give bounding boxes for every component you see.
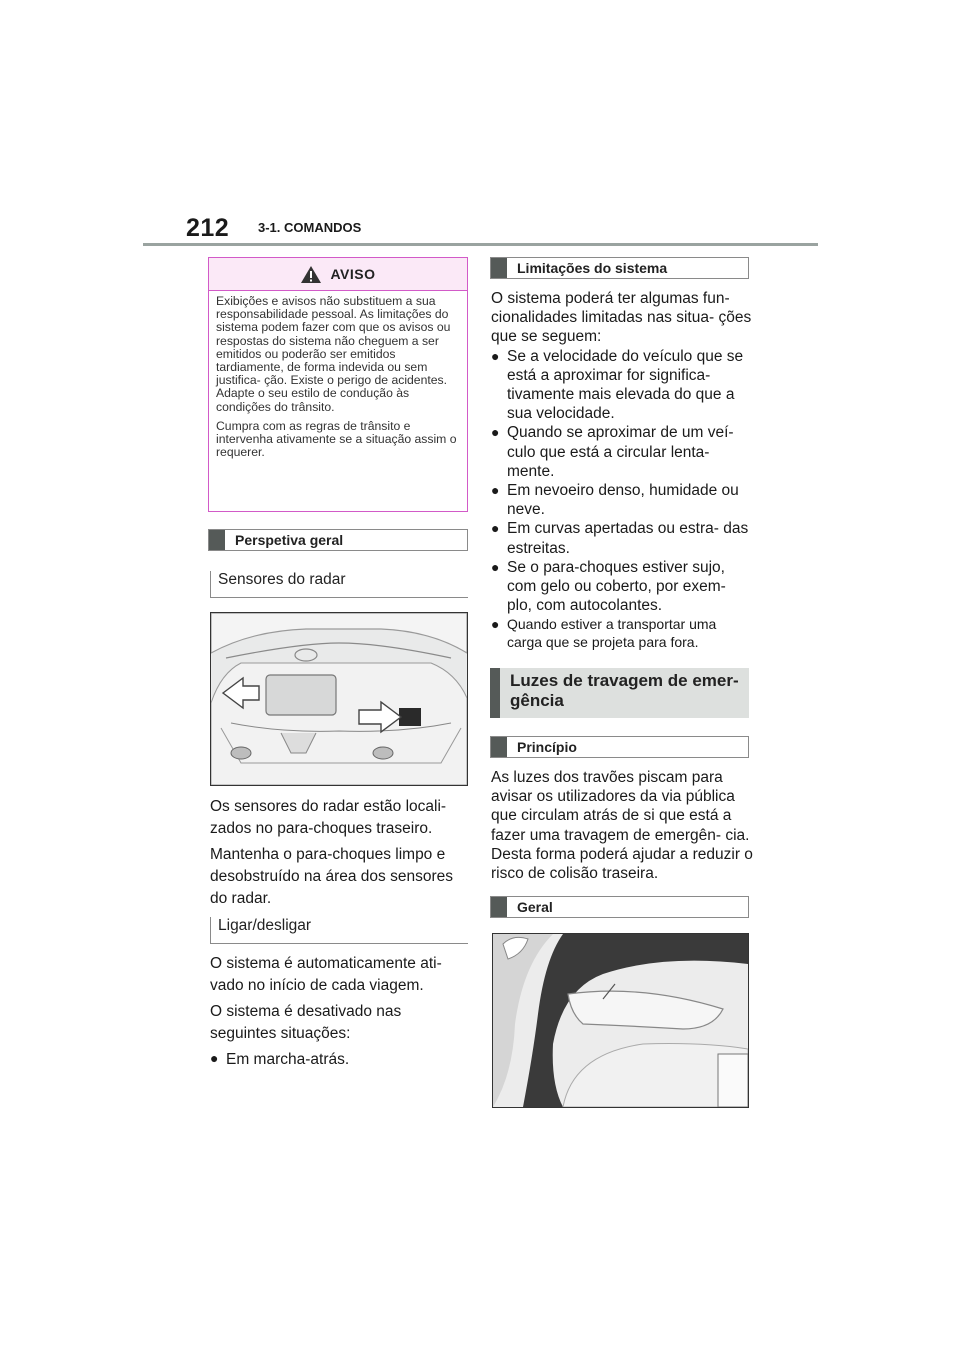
general-heading-text: Geral (517, 899, 553, 915)
limits-bullet (491, 423, 753, 481)
heading-marker (209, 530, 225, 550)
heading-marker (491, 897, 507, 917)
limits-heading (490, 257, 749, 279)
limits-intro: O sistema poderá ter algumas fun- cionalidades limitadas nas situa- ções que se seguem: (491, 290, 752, 346)
header-rule (143, 243, 818, 246)
onoff-paragraph: O sistema é desativado nas seguintes situações: (210, 1003, 402, 1042)
heading-marker (490, 668, 500, 718)
overview-heading (208, 529, 468, 551)
overview-heading-text: Perspetiva geral (235, 532, 344, 548)
radar-subheading: Sensores do radar (210, 571, 468, 598)
warning-triangle-icon (300, 265, 322, 284)
radar-paragraph: Os sensores do radar estão locali- zados no para-choques traseiro. (210, 798, 447, 837)
radar-body (210, 796, 468, 914)
general-heading (490, 896, 749, 918)
brake-light-figure (492, 933, 749, 1108)
heading-marker (491, 737, 507, 757)
warning-header (209, 258, 467, 291)
bullet-text: Em nevoeiro denso, humidade ou neve. (507, 482, 739, 519)
limits-bullet (491, 615, 753, 651)
emergency-heading (490, 668, 749, 718)
bullet-text: Em curvas apertadas ou estra- das estreitas. (507, 520, 749, 557)
warning-box (208, 257, 468, 512)
heading-marker (491, 258, 507, 278)
warning-paragraph: Exibições e avisos não substituem a sua responsabilidade pessoal. As limitações do sistema podem fazer com que os avisos ou respostas do sistema não cheguem a ser emitidos ou poderão ser emitidos tardiamente, de forma indevida ou sem justifica- ção. Existe o perigo de acidentes. Adapte o seu estilo de condução às condições do trânsito. (216, 294, 451, 414)
warning-paragraph: Cumpra com as regras de trânsito e intervenha ativamente se a situação assim o requerer. (216, 418, 457, 460)
radar-paragraph: Mantenha o para-choques limpo e desobstruído na área dos sensores do radar. (210, 846, 453, 907)
bullet-dot: ● (210, 1050, 219, 1066)
section-title: 3-1. COMANDOS (258, 220, 362, 235)
principle-paragraph: As luzes dos travões piscam para avisar os utilizadores da via pública que circulam atrás de si que está a fazer uma travagem de emergên- cia. Desta forma poderá ajudar a reduzir o risco de colisão traseira. (491, 769, 753, 883)
warning-body (209, 291, 467, 459)
bullet-dot: ● (491, 520, 500, 537)
limits-bullet (491, 558, 753, 616)
emergency-heading-text: Luzes de travagem de emer- gência (509, 671, 739, 710)
rear-bumper-illustration (211, 613, 467, 785)
bullet-text: Quando se aproximar de um veí- culo que está a circular lenta- mente. (507, 424, 734, 480)
limits-bullet (491, 347, 753, 424)
bullet-dot: ● (491, 424, 500, 441)
page-number: 212 (186, 214, 230, 242)
principle-body (491, 768, 753, 883)
onoff-paragraph: O sistema é automaticamente ati- vado no início de cada viagem. (210, 955, 442, 994)
bullet-dot: ● (491, 558, 500, 575)
limits-bullet (491, 481, 753, 519)
principle-heading (490, 736, 749, 758)
onoff-body (210, 953, 468, 1071)
warning-title: AVISO (330, 266, 376, 282)
bullet-dot: ● (491, 347, 500, 364)
bullet-text: Em marcha-atrás. (226, 1051, 350, 1068)
limits-heading-text: Limitações do sistema (517, 260, 668, 276)
bullet-text: Se o para-choques estiver sujo, com gelo ou coberto, por exem- plo, com autocolantes. (507, 558, 726, 615)
principle-heading-text: Princípio (517, 739, 577, 755)
onoff-bullet (210, 1049, 468, 1071)
bullet-dot: ● (491, 616, 500, 633)
onoff-subheading: Ligar/desligar (210, 917, 468, 944)
bullet-text: Se a velocidade do veículo que se está a aproximar for significa- tivamente mais elevada do que a sua velocidade. (507, 347, 744, 423)
radar-sensor-figure (210, 612, 468, 786)
limits-body (491, 289, 753, 651)
rear-light-illustration (493, 934, 748, 1107)
limits-bullet (491, 519, 753, 557)
bullet-text: Quando estiver a transportar uma carga que se projeta para fora. (507, 616, 717, 651)
bullet-dot: ● (491, 482, 500, 499)
